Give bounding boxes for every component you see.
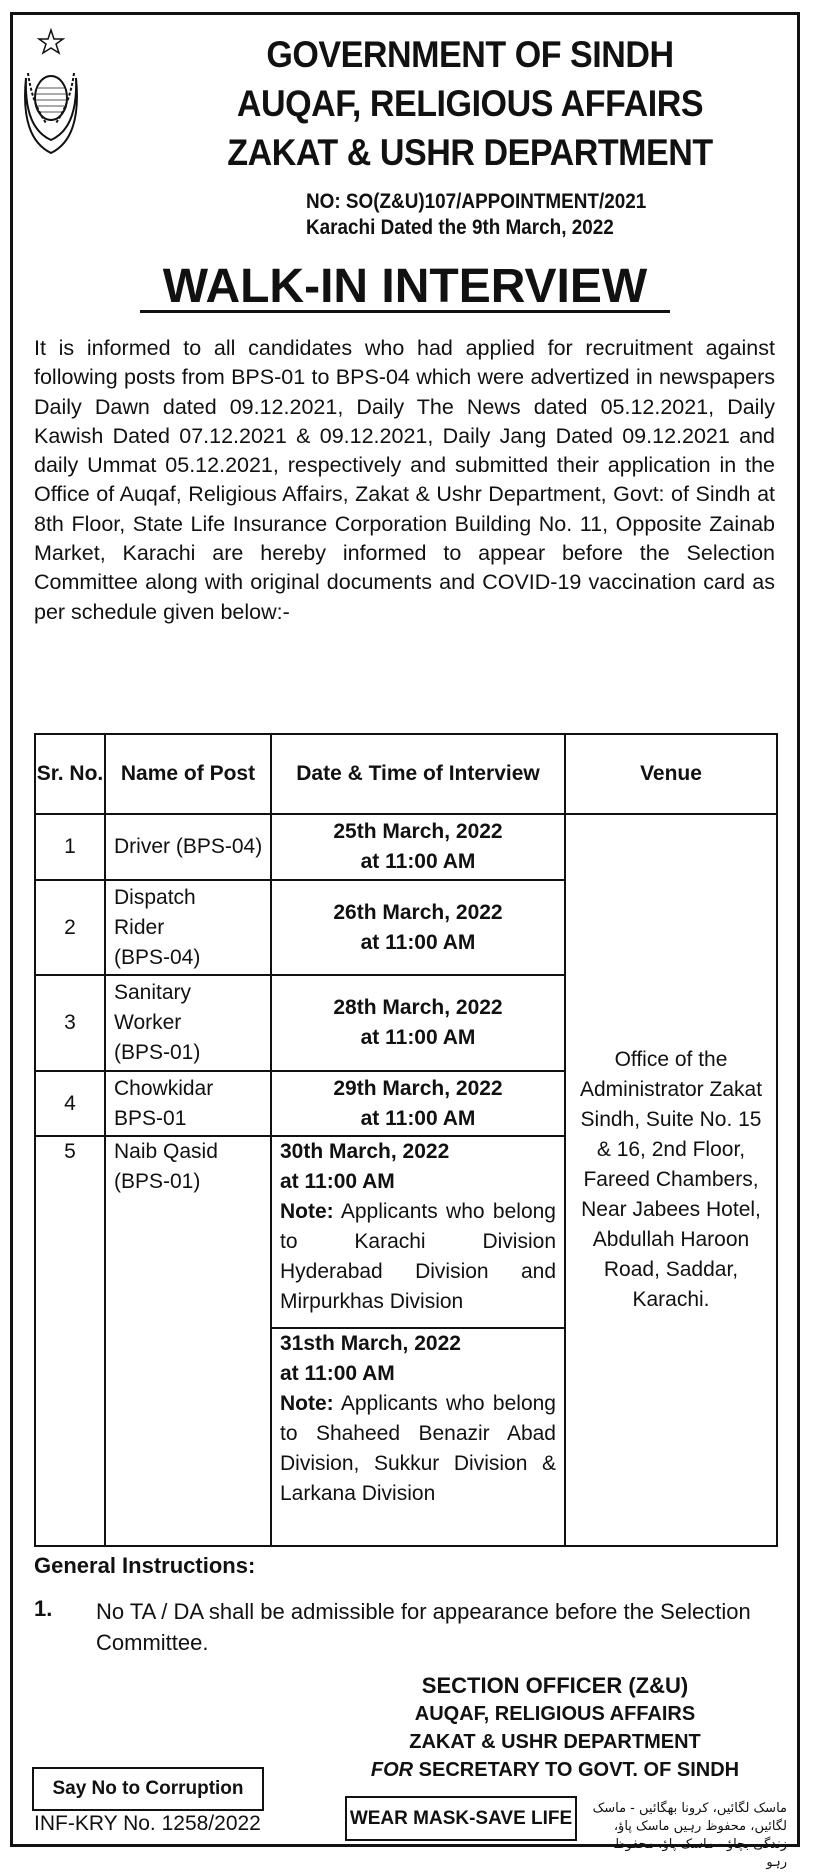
date-cell <box>271 975 565 1071</box>
post-cell: Chowkidar BPS-01 <box>105 1071 271 1136</box>
post-cell: Naib Qasid (BPS-01) <box>105 1136 271 1546</box>
note-label: Note: <box>280 1200 334 1223</box>
wear-mask-box: WEAR MASK-SAVE LIFE <box>345 1796 577 1841</box>
header-sr: Sr. No. <box>35 734 105 814</box>
time: at 11:00 AM <box>360 1106 476 1130</box>
note-text: Applicants who belong to Karachi Division Hyderabad Division and Mirpurkhas Division <box>280 1200 556 1313</box>
time: at 11:00 AM <box>360 1026 476 1049</box>
urdu-slogan: ماسک لگائیں، کرونا بھگائیں - ماسک لگائیں، محفوظ رہیں ماسک پاؤ، زندگی بچاؤ - ماسک پاؤ، محفوظ رہو <box>592 1801 787 1870</box>
date: 28th March, 2022 <box>333 996 503 1019</box>
time: at 11:00 AM <box>360 930 476 954</box>
heading-line-1: GOVERNMENT OF SINDH <box>266 34 674 75</box>
sr-cell: 3 <box>35 975 105 1071</box>
heading-line-2: AUQAF, RELIGIOUS AFFAIRS <box>236 83 704 124</box>
date: 31sth March, 2022 <box>280 1332 461 1355</box>
instruction-number: 1. <box>34 1596 53 1621</box>
post-cell: Dispatch Rider (BPS-04) <box>105 880 271 975</box>
say-no-to-corruption-box: Say No to Corruption <box>32 1767 264 1811</box>
time: at 11:00 AM <box>280 1362 395 1385</box>
sr-cell: 5 <box>35 1136 105 1546</box>
date-cell <box>271 880 565 975</box>
signatory-secretary: SECRETARY TO GOVT. OF SINDH <box>418 1759 740 1781</box>
notice-title: WALK-IN INTERVIEW <box>140 264 670 313</box>
notice-body: It is informed to all candidates who had applied for recruitment against following posts from BPS-01 to BPS-04 which were advertized in newspapers Daily Dawn dated 09.12.2021, Daily The News dated 05.12.2021, Daily Kawish Dated 07.12.2021 & 09.12.2021, Daily Jang Dated 09.12.2021 and daily Ummat 05.12.2021, respectively and submitted their application in the Office of Auqaf, Religious Affairs, Zakat & Ushr Department, Govt: of Sindh at 8th Floor, State Life Insurance Corporation Building No. 11, Opposite Zainab Market, Karachi are hereby informed to appear before the Selection Committee along with original documents and COVID-19 vaccination card as per schedule given below:- <box>34 336 775 624</box>
table-row <box>35 814 777 880</box>
reference-block <box>306 189 646 241</box>
sr-cell: 4 <box>35 1071 105 1136</box>
sr-cell: 2 <box>35 880 105 975</box>
signatory-title: SECTION OFFICER (Z&U) <box>421 1673 689 1698</box>
note <box>280 1197 556 1317</box>
date-cell <box>271 1328 565 1546</box>
instructions-heading: General Instructions: <box>34 1553 256 1578</box>
venue-text: Office of the Administrator Zakat Sindh, Suite No. 15 & 16, 2nd Floor, Fareed Chambers, Near Jabees Hotel, Abdullah Haroon Road, Saddar, Karachi. <box>579 1048 763 1311</box>
time: at 11:00 AM <box>360 850 476 873</box>
date-cell <box>271 1071 565 1136</box>
date-cell <box>271 814 565 880</box>
reference-number: NO: SO(Z&U)107/APPOINTMENT/2021 <box>306 190 647 213</box>
post-cell: Sanitary Worker (BPS-01) <box>105 975 271 1071</box>
interview-schedule-table <box>34 733 778 1547</box>
department-heading <box>176 30 765 177</box>
sr-cell: 1 <box>35 814 105 880</box>
inf-number: INF-KRY No. 1258/2022 <box>34 1812 261 1835</box>
note-label: Note: <box>280 1392 334 1415</box>
date: 29th March, 2022 <box>333 1076 503 1100</box>
note <box>280 1389 556 1509</box>
date-cell <box>271 1136 565 1328</box>
issue-date: Karachi Dated the 9th March, 2022 <box>306 216 614 239</box>
header-date: Date & Time of Interview <box>271 734 565 814</box>
instruction-text: No TA / DA shall be admissible for appearance before the Selection Committee. <box>96 1599 751 1655</box>
table-header-row <box>35 734 777 814</box>
time: at 11:00 AM <box>280 1170 395 1193</box>
post-cell: Driver (BPS-04) <box>105 814 271 880</box>
date: 26th March, 2022 <box>333 900 503 924</box>
venue-cell <box>565 814 777 1546</box>
heading-line-3: ZAKAT & USHR DEPARTMENT <box>227 132 713 173</box>
header-post: Name of Post <box>105 734 271 814</box>
sindh-government-emblem-icon <box>18 28 84 162</box>
date: 30th March, 2022 <box>280 1140 450 1163</box>
signatory-line-4 <box>330 1756 780 1784</box>
date: 25th March, 2022 <box>333 820 503 843</box>
header-venue: Venue <box>565 734 777 814</box>
note-text: Applicants who belong to Shaheed Benazir Abad Division, Sukkur Division & Larkana Division <box>280 1392 556 1505</box>
for-label: FOR <box>370 1759 414 1781</box>
signatory-line-3: ZAKAT & USHR DEPARTMENT <box>409 1731 701 1753</box>
signature-block <box>330 1672 780 1784</box>
signatory-line-2: AUQAF, RELIGIOUS AFFAIRS <box>414 1703 696 1725</box>
